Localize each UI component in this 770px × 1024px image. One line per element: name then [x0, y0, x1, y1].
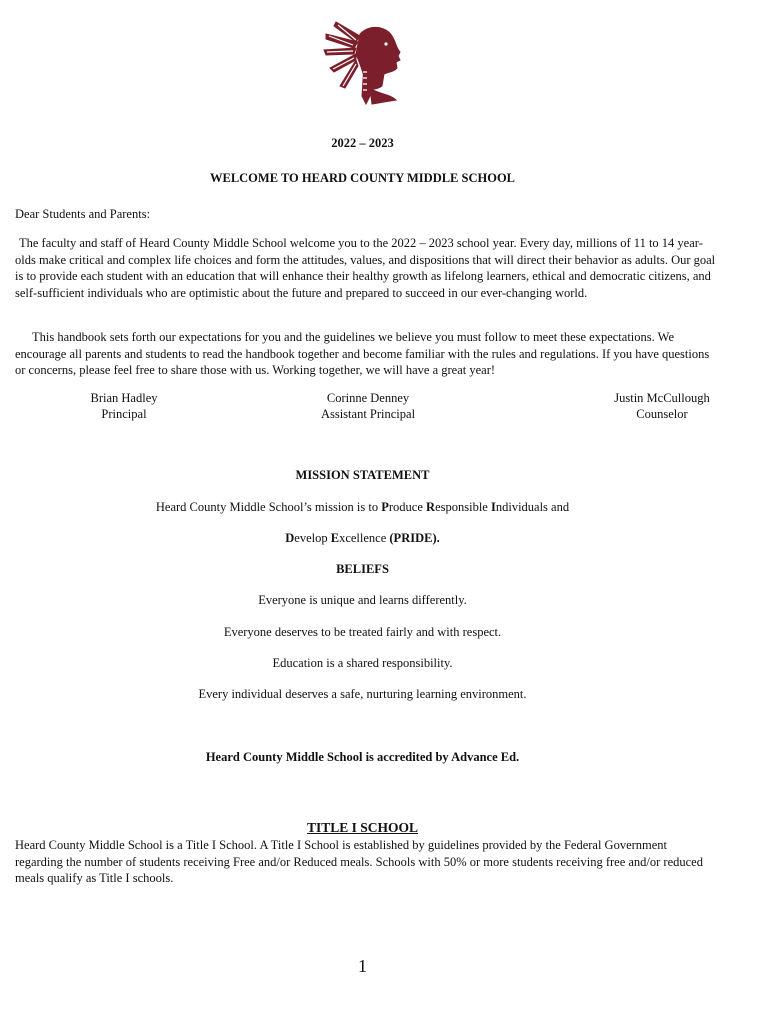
signature-counselor — [602, 390, 722, 422]
acronym-letter: P — [381, 500, 389, 514]
signature-name: Corinne Denney — [326, 391, 410, 405]
mission-text: xcellence — [339, 531, 390, 545]
pride-acronym: (PRIDE). — [389, 531, 440, 545]
title-i-heading: TITLE I SCHOOL — [306, 820, 419, 835]
acronym-letter: E — [330, 531, 340, 545]
letter-paragraph-1: The faculty and staff of Heard County Middle School welcome you to the 2022 – 2023 school year. Every day, millions of 11 to 14 year-olds make critical and complex life choices and form the attitudes, values, and dispositions that will direct their behavior as adults. Our goal is to provide each student with an education that will enhance their healthy growth as lifelong learners, ethical and democratic citizens, and self-sufficient individuals who are optimistic about the future and prepared to succeed in our ever-changing world. — [15, 236, 716, 300]
mission-text: esponsible — [435, 500, 491, 514]
signature-title: Counselor — [636, 407, 688, 421]
school-year: 2022 – 2023 — [331, 136, 394, 150]
mission-text: Heard County Middle School’s mission is to — [155, 500, 382, 514]
signature-name: Justin McCullough — [614, 391, 710, 405]
accreditation-statement: Heard County Middle School is accredited by Advance Ed. — [205, 750, 520, 764]
acronym-letter: D — [285, 531, 295, 545]
title-i-body: Heard County Middle School is a Title I School. A Title I School is established by guidelines provided by the Federal Government regarding the number of students receiving Free and/or Reduced meals. Schools with 50% or more students receiving free and/or reduced meals qualify as Title I schools. — [15, 838, 703, 885]
mission-text: evelop — [294, 531, 331, 545]
mission-line-2 — [0, 531, 725, 546]
signature-principal — [64, 390, 184, 422]
acronym-letter: R — [426, 500, 436, 514]
page-number: 1 — [358, 956, 367, 976]
beliefs-heading: BELIEFS — [336, 562, 389, 576]
welcome-title: WELCOME TO HEARD COUNTY MIDDLE SCHOOL — [209, 171, 516, 185]
signature-name: Brian Hadley — [90, 391, 158, 405]
mission-text: ndividuals and — [495, 500, 570, 514]
mission-text: roduce — [388, 500, 427, 514]
letter-paragraph-2: This handbook sets forth our expectations for you and the guidelines we believe you must follow to meet these expectations. We encourage all parents and students to read the handbook together and become familiar with the rules and regulations. If you have questions or concerns, please feel free to share those with us. Working together, we will have a great year! — [15, 330, 710, 377]
belief-item: Every individual deserves a safe, nurturing learning environment. — [198, 687, 527, 701]
salutation: Dear Students and Parents: — [15, 207, 151, 221]
belief-item: Education is a shared responsibility. — [272, 656, 453, 670]
belief-item: Everyone is unique and learns differently. — [258, 593, 467, 607]
signature-title: Assistant Principal — [320, 407, 416, 421]
acronym-letter: I — [490, 500, 496, 514]
mission-heading: MISSION STATEMENT — [295, 468, 430, 482]
belief-item: Everyone deserves to be treated fairly and with respect. — [223, 625, 502, 639]
mission-line-1 — [0, 500, 725, 515]
signature-title: Principal — [101, 407, 147, 421]
mascot-logo-icon — [316, 14, 412, 108]
signature-assistant-principal — [298, 390, 438, 422]
